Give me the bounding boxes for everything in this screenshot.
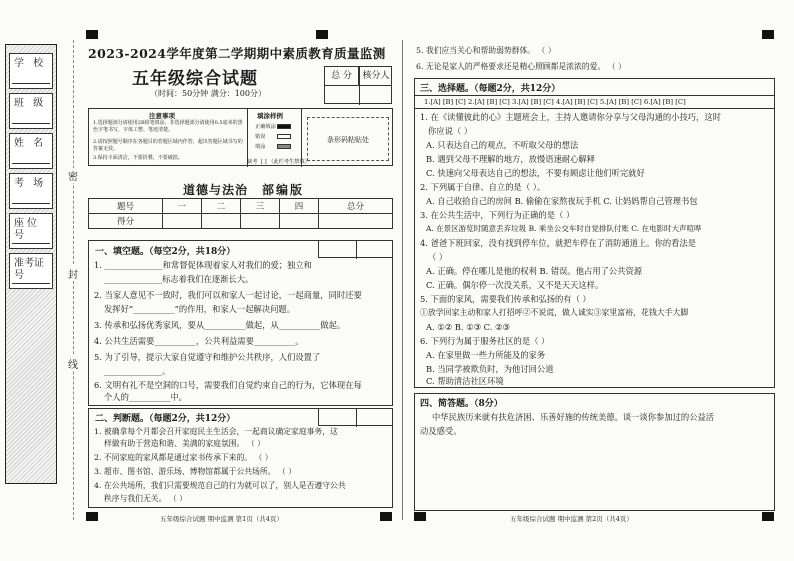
notice-item: 3.保持卡面清洁，不要折叠，不要破损。 — [93, 155, 183, 161]
binding-label: 学 校 — [14, 58, 47, 69]
page-divider — [402, 40, 403, 520]
section3-line: A. 在景区游览时随意丢弃垃圾 B. 乘坐公交车时自觉排队付账 C. 在电影时大声喧哗 — [426, 224, 702, 233]
section3-line: 你应说（ ） — [428, 126, 473, 136]
section3-line: 2. 下列属于自律、自立的是（ ）。 — [420, 182, 546, 192]
judgement-line: 6. 无论是家人的严格要求还是精心照顾都是浓浓的爱。 （ ） — [416, 62, 626, 71]
binding-underline — [12, 243, 50, 244]
binding-label: 座位号 — [14, 218, 40, 241]
section3-line: 4. 爸爸下班回家，没有找到停车位，就把车停在了消防通道上。你的看法是 — [420, 238, 697, 248]
binding-label: 考 场 — [14, 178, 47, 189]
fill-sample-title: 填涂样例 — [257, 112, 283, 120]
section1-line: 3. 传承和弘扬优秀家风，要从__________做起，从__________做起。 — [94, 320, 346, 330]
section3-line: 5. 下面的家风，需要我们传承和弘扬的有（ ） — [420, 294, 591, 304]
score-table-row — [89, 214, 393, 229]
section1-line: 5. 为了引导，提示大家自觉遵守和维护公共秩序，人们设置了 — [94, 352, 321, 362]
section1-line: 1. ______________和常督促体现着家人对我们的爱；独立和 — [94, 260, 312, 270]
section3-line: A. ①② B. ①③ C. ②③ — [426, 322, 510, 332]
section2-score-box — [318, 408, 393, 426]
score-vline — [359, 67, 360, 105]
score-header: 三 — [240, 199, 279, 214]
section3-line: B. 遇到父母不理解的地方，放慢语速耐心解释 — [426, 154, 596, 164]
binding-field-ticket[interactable] — [9, 253, 53, 289]
score-divider — [325, 85, 391, 86]
fill-sample-wrong — [277, 134, 291, 139]
fill-sample-label: 错误 — [255, 134, 266, 140]
fill-sample-label: 填涂 — [255, 144, 266, 150]
page-footer-right: 五年级综合试题 期中监测 第2页（共4页） — [510, 515, 633, 523]
notice-divider — [301, 109, 302, 167]
score-cell[interactable] — [319, 214, 393, 229]
binding-field-room[interactable] — [9, 173, 53, 209]
section1-line: ______________标志着我们在逐渐长大。 — [104, 274, 254, 284]
binding-underline — [12, 163, 50, 164]
section4-title: 四、简答题。（8分） — [420, 399, 503, 409]
total-score-label: 总 分 — [325, 67, 359, 85]
section3-line: 1. 在《读懂彼此的心》主题班会上，主持人邀请你分享与父母沟通的小技巧，这时 — [420, 112, 721, 122]
section1-line: 发挥好“__________”的作用，和家人一起解决问题。 — [104, 304, 296, 314]
binding-field-class[interactable] — [9, 93, 53, 129]
registration-mark — [86, 512, 98, 521]
fill-sample-wrong — [277, 144, 291, 149]
score-header: 一 — [162, 199, 201, 214]
score-cell[interactable] — [162, 214, 201, 229]
binding-underline — [12, 283, 50, 284]
section3-line: A. 只表达自己的观点，不听取父母的想法 — [426, 140, 579, 150]
binding-label: 准考证号 — [14, 258, 44, 281]
exam-subtitle: 五年级综合试题 — [132, 69, 258, 89]
total-score-box — [324, 66, 392, 104]
missing-label: 缺考 — [247, 159, 258, 165]
section3-line: C. 帮助清洁社区环境 — [426, 376, 504, 386]
registration-mark — [414, 512, 426, 521]
binding-underline — [12, 203, 50, 204]
binding-field-school[interactable] — [9, 53, 53, 89]
registration-mark — [86, 30, 98, 39]
section2-line: 2. 不同家庭的家风都是通过家书传承下来的。 （ ） — [94, 453, 273, 462]
section3-line: 6. 下列行为属于服务社区的是（ ） — [420, 336, 550, 346]
subject-edition: 部编版 — [262, 183, 305, 197]
score-row-label: 得分 — [89, 214, 163, 229]
seal-char: 线 — [68, 356, 78, 371]
score-cell[interactable] — [240, 214, 279, 229]
section2-line: 4. 在公共场所，我们只需要规范自己的行为就可以了，别人是否遵守公共 — [94, 481, 346, 490]
notice-item: 2.请按照题号顺序在各题目的答题区域内作答，超出答题区域书写的答案无效。 — [93, 139, 243, 152]
score-vline — [356, 409, 357, 427]
section1-line: 4. 公共生活需要__________，公共利益需要__________。 — [94, 336, 304, 346]
seal-char: 密 — [68, 168, 78, 183]
missing-note[interactable]: [ ] （此栏考生禁填） — [261, 159, 310, 165]
section1-line: 个人的__________中。 — [104, 392, 187, 402]
score-cell[interactable] — [201, 214, 240, 229]
notice-title: 注意事项 — [149, 112, 175, 120]
binding-field-seat[interactable] — [9, 213, 53, 249]
section2-line: 1. 被确拿每个月都会召开家庭民主生活会，一起商议确定家庭事务，这 — [94, 427, 338, 436]
registration-mark — [316, 30, 328, 39]
section3-line: C. 正确。偶尔停一次没关系，又不是天天这样。 — [426, 280, 604, 290]
section3-line: A. 在家里做一些力所能及的家务 — [426, 350, 546, 360]
section3-line: A. 自己收拾自己的房间 B. 偷偷在家熬夜玩手机 C. 让妈妈帮自己管理书包 — [426, 196, 698, 206]
section1-score-box — [318, 240, 393, 258]
score-table — [88, 198, 393, 229]
binding-label: 姓 名 — [14, 138, 47, 149]
registration-mark — [380, 512, 392, 521]
fill-sample-correct — [277, 124, 291, 129]
subject-name: 道德与法治 — [183, 183, 249, 197]
score-vline — [356, 241, 357, 259]
registration-mark — [762, 512, 774, 521]
score-table-header — [89, 199, 393, 214]
section4-line: 动及感受。 — [420, 426, 462, 436]
binding-underline — [12, 123, 50, 124]
section1-line: 2. 当家人意见不一致时，我们可以和家人一起讨论，一起商量，同时还要 — [94, 290, 362, 300]
notice-item: 1.选择题部分请使用2B铅笔填涂，非选择题部分请使用0.5毫米的黑色字笔书写，字体工整、笔迹清楚。 — [93, 120, 243, 133]
judgement-line: 5. 我们应当关心和帮助弱势群体。 （ ） — [416, 46, 556, 55]
checker-label: 核分人 — [362, 71, 390, 81]
answer-bubbles[interactable]: 1.[A] [B] [C] 2.[A] [B] [C] 3.[A] [B] [C] 4.[A] [B] [C] 5.[A] [B] [C] 6.[A] [B] [C] — [414, 95, 775, 109]
binding-field-name[interactable] — [9, 133, 53, 169]
section4-line: 中华民族历来就有扶危济困、乐善好施的传统美德。谈一谈你参加过的公益活 — [432, 412, 715, 422]
binding-underline — [12, 83, 50, 84]
barcode-area: 条形码粘贴处 — [307, 117, 389, 161]
section1-line: 6. 文明有礼不是空洞的口号，需要我们自觉约束自己的行为，它体现在每 — [94, 380, 362, 390]
score-header: 题号 — [89, 199, 163, 214]
answer-area[interactable] — [418, 440, 771, 508]
fill-sample-label: 正确填涂 — [255, 124, 276, 130]
score-header: 二 — [201, 199, 240, 214]
score-header: 总分 — [319, 199, 393, 214]
binding-label: 班 级 — [14, 98, 47, 109]
section3-line: ①放学回家主动和家人打招呼②不说谎，做人诚实③家里富裕，花钱大手大脚 — [420, 308, 689, 317]
page-footer-left: 五年级综合试题 期中监测 第1页（共4页） — [160, 515, 283, 523]
section1-title: 一、填空题。（每空2分，共18分） — [95, 247, 236, 257]
notice-box — [88, 108, 393, 166]
section2-line: 3. 超市、图书馆、游乐场、博物馆都属于公共场所。 （ ） — [94, 467, 296, 476]
score-cell[interactable] — [280, 214, 319, 229]
section2-title: 二、判断题。（每题2分，共12分） — [95, 414, 236, 424]
registration-mark — [762, 30, 774, 39]
section3-line: 3. 在公共生活中，下列行为正确的是（ ） — [420, 210, 575, 220]
section3-title: 三、选择题。（每题2分，共12分） — [420, 84, 561, 94]
exam-title: 2023-2024学年度第二学期期中素质教育质量监测 — [88, 46, 386, 61]
section3-line: B. 当同学被欺负时，为他讨回公道 — [426, 364, 554, 374]
time-score-info: （时间：50分钟 满分：100分） — [150, 89, 266, 98]
section3-line: （ ） — [428, 252, 448, 262]
section3-line: A. 正确。停在哪儿是他的权利 B. 错误。他占用了公共资源 — [426, 266, 643, 276]
section2-line: 秩序与我们无关。 （ ） — [104, 494, 187, 503]
score-header: 四 — [280, 199, 319, 214]
section3-line: C. 快速向父母表达自己的想法，不要有顾虑让他们听完就好 — [426, 168, 645, 178]
seal-char: 封 — [68, 266, 78, 281]
section1-line: ______________。 — [104, 366, 171, 376]
binding-strip — [5, 44, 57, 484]
section2-line: 样做有助于营造和谐、美满的家庭氛围。 （ ） — [104, 439, 265, 448]
